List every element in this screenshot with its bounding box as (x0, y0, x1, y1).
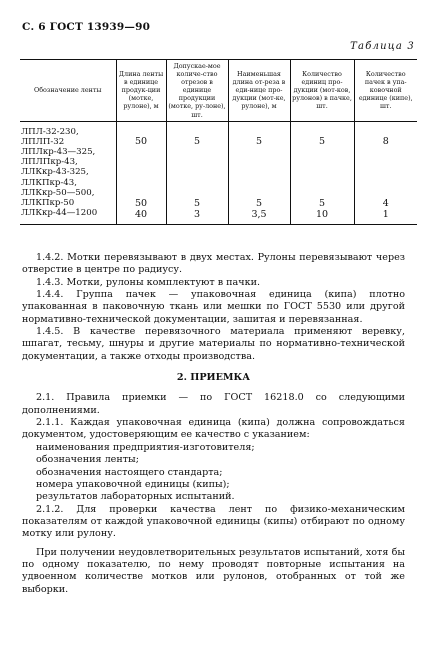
cell-value (168, 168, 227, 178)
tape-name: ЛПЛкр-43—325, (21, 147, 96, 158)
cell-value (230, 147, 289, 157)
cell-value (292, 158, 353, 168)
cell-value (118, 158, 165, 168)
cell-value (118, 179, 165, 189)
cell-value: 5 (255, 136, 263, 148)
col-header-length: Длина ленты в единице продук-ции (мотке, рулоне), м (116, 60, 166, 122)
paragraph-1-4-2: 1.4.2. Мотки перевязывают в двух местах. Рулоны перевязывают через отверстие в центре по радиусу. (22, 252, 405, 276)
list-item: обозначения ленты; (36, 454, 139, 466)
paragraph-2-1-2: 2.1.2. Для проверки качества лент по физико-механическим показателям от каждой упаковочной единицы (кипы) отбирают по одному мотку или рулону. (22, 503, 405, 540)
cell-value: 5 (193, 198, 201, 210)
cell-value: 50 (134, 136, 148, 148)
cell-value: 40 (134, 208, 148, 220)
cell-value: 4 (382, 198, 389, 210)
units-per-pack-cell (290, 121, 354, 225)
tape-name: ЛЛКПкр-50 (21, 198, 75, 209)
cell-value (356, 147, 417, 157)
paragraph-2-1: 2.1. Правила приемки — по ГОСТ 16218.0 со следующими дополнениями. (22, 392, 405, 416)
cell-value: 5 (193, 136, 201, 148)
cell-value: 1 (382, 208, 389, 220)
cell-value: 8 (382, 136, 389, 148)
table-caption: Таблица 3 (350, 41, 415, 52)
body-text (22, 252, 405, 596)
cell-value (356, 179, 417, 189)
paragraph-1-4-3: 1.4.3. Мотки, рулоны комплектуют в пачки. (36, 276, 261, 288)
table-body-row (20, 121, 417, 225)
cell-value (292, 179, 353, 189)
col-header-designation: Обозначение ленты (20, 60, 116, 122)
paragraph-last: При получении неудовлетворительных результатов испытаний, хотя бы по одному показателю, по нему проводят повторные испытания на удвоенном количестве мотков или рулонов, отобранных от той же выборки. (22, 546, 405, 595)
packs-per-bale-cell (354, 121, 417, 225)
cell-value (168, 147, 227, 157)
cell-value (230, 179, 289, 189)
tape-name: ЛЛКкр-50—500, (21, 187, 95, 198)
tape-name: ЛПЛП-32 (21, 136, 65, 147)
cell-value: 5 (318, 136, 326, 148)
col-header-units-per-pack: Количество единиц про-дукции (мот-ков, рулонов) в пачке, шт. (290, 60, 354, 122)
designation-cell (20, 121, 116, 225)
cell-value (230, 158, 289, 168)
cell-value (230, 168, 289, 178)
paragraph-1-4-5: 1.4.5. В качестве перевязочного материала применяют веревку, шпагат, тесьму, шнуры и другие материалы по нормативно-технической документации, а также отходы производства. (22, 326, 405, 362)
table-3 (20, 59, 417, 225)
cell-value: 5 (255, 198, 263, 210)
paragraph-1-4-4: 1.4.4. Группа пачек — упаковочная единица (кипа) плотно упакованная в паковочную ткань или мешки по ГОСТ 5530 или другой нормативно-технической документации, зашитая и перевязанная. (22, 289, 405, 325)
list-item: результатов лабораторных испытаний. (36, 491, 235, 503)
cell-value (118, 168, 165, 178)
list-item: обозначения настоящего стандарта; (36, 466, 223, 478)
col-header-cuts: Допускае-мое количе-ство отрезов в единице продукции (мотке, ру-лоне), шт. (166, 60, 228, 122)
cell-value: 5 (318, 198, 326, 210)
tape-name: ЛЛКПкр-43, (21, 177, 77, 188)
table-header-row (20, 60, 417, 122)
cell-value (356, 158, 417, 168)
paragraph-2-1-1: 2.1.1. Каждая упаковочная единица (кипа) должна сопровождаться документом, удостоверяющим ее качество с указанием: (22, 417, 405, 441)
cell-value: 3 (193, 208, 201, 220)
cell-value (118, 147, 165, 157)
list-item: наименования предприятия-изготовителя; (36, 441, 255, 453)
list-item: номера упаковочной единицы (кипы); (36, 478, 230, 490)
tape-name: ЛПЛПкр-43, (21, 157, 78, 168)
cell-value (356, 168, 417, 178)
cell-value (292, 168, 353, 178)
cell-value (168, 158, 227, 168)
cell-value: 3,5 (251, 208, 267, 220)
section-title: 2. ПРИЕМКА (176, 372, 251, 384)
col-header-min-length: Наименьшая длина от-реза в еди-нице про-дукции (мот-ке, рулоне), м (228, 60, 290, 122)
min-length-cell (228, 121, 290, 225)
page-header: С. 6 ГОСТ 13939—90 (22, 21, 151, 33)
cuts-cell (166, 121, 228, 225)
cell-value: 50 (134, 198, 148, 210)
cell-value (168, 179, 227, 189)
tape-name: ЛПЛ-32-230, (21, 126, 79, 137)
tape-name: ЛЛКкр-43-325, (21, 167, 89, 178)
col-header-packs-per-bale: Количество пачек в упа-ковочной единице (кипе), шт. (354, 60, 417, 122)
tape-name: ЛЛКкр-44—1200 (21, 208, 98, 219)
cell-value: 10 (315, 208, 329, 220)
cell-value (292, 147, 353, 157)
length-cell (116, 121, 166, 225)
